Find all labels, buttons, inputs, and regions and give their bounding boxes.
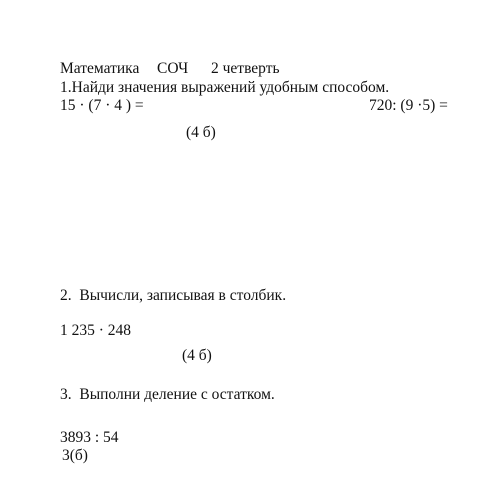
header-type: СОЧ xyxy=(157,60,189,77)
task3-points: 3(б) xyxy=(62,447,88,464)
task1-title: 1.Найди значения выражений удобным способом. xyxy=(60,79,390,96)
task2-points: (4 б) xyxy=(182,347,212,364)
header-subject: Математика xyxy=(60,60,140,77)
task2-title: 2. Вычисли, записывая в столбик. xyxy=(60,287,287,304)
task1-expression-a: 15 · (7 · 4 ) = xyxy=(60,97,144,114)
task3-title: 3. Выполни деление с остатком. xyxy=(60,386,275,403)
task3-expression: 3893 : 54 xyxy=(60,429,119,446)
task2-expression: 1 235 · 248 xyxy=(60,322,132,339)
task1-expression-b: 720: (9 ·5) = xyxy=(369,97,448,114)
header-quarter: 2 четверть xyxy=(211,60,280,77)
task1-points: (4 б) xyxy=(186,124,216,141)
